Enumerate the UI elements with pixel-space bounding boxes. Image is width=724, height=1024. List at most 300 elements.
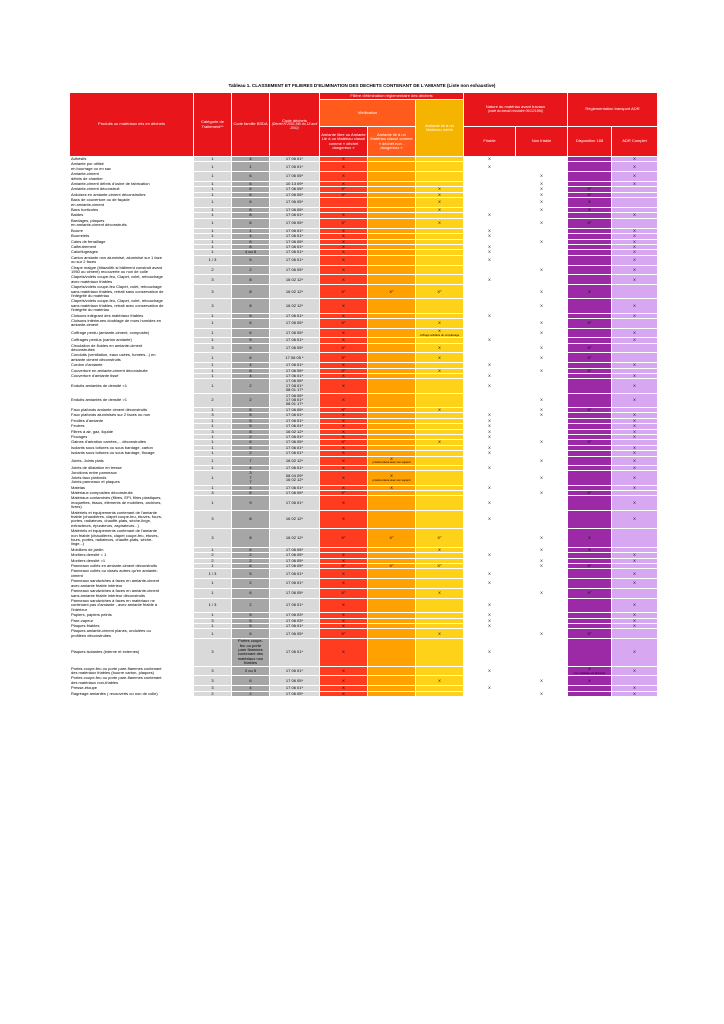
vitrification-cell (368, 198, 416, 208)
product-cell-text: Baides (71, 212, 84, 218)
family-cell-text: 5 (249, 337, 252, 343)
dangerous-cell-text: X° (341, 288, 346, 294)
category-cell (194, 379, 232, 393)
category-cell-text: 1 (211, 630, 214, 636)
code-cell-text: 17 06 01* (285, 623, 304, 628)
adr-complet-cell (612, 285, 658, 299)
table-row (70, 629, 658, 639)
family-cell-text: 6 (249, 439, 252, 445)
dangerous-cell (320, 379, 368, 393)
disposition-168-cell (568, 393, 612, 407)
category-cell-text: 1 (211, 362, 214, 368)
disposition-168-cell-text: X° (587, 439, 592, 445)
dangerous-cell (320, 328, 368, 337)
header-nature-label: Nature du matériau avant travaux (485, 104, 546, 110)
dangerous-cell-text: X (342, 580, 345, 586)
dangerous-cell (320, 691, 368, 696)
category-cell (194, 393, 232, 407)
code-cell (270, 569, 320, 579)
table-row (70, 162, 658, 172)
code-cell (270, 353, 320, 363)
dangerous-cell-text: X (342, 329, 345, 335)
friable-cell-text: X (488, 156, 491, 161)
dangerous-cell-text: X° (341, 186, 346, 192)
dangerous-cell-text: X (342, 397, 345, 403)
non-friable-cell-text: X (540, 288, 543, 294)
category-cell-text: 1 (211, 474, 214, 480)
non-friable-cell (516, 510, 568, 529)
adr-complet-cell-text: X (633, 173, 636, 179)
non-friable-cell-text: X (540, 368, 543, 373)
friable-cell-text: X (488, 516, 491, 522)
category-cell-text: 3 (211, 429, 214, 434)
code-cell (270, 510, 320, 529)
code-cell (270, 691, 320, 696)
family-cell-text: 1 (249, 228, 252, 233)
category-cell (194, 265, 232, 275)
dangerous-cell-text: X (342, 266, 345, 272)
category-cell-text: 2 (211, 558, 214, 563)
vitrification-cell (368, 255, 416, 265)
product-cell (70, 471, 194, 485)
code-cell-text: 16 02 12* (285, 276, 304, 282)
family-cell (232, 510, 270, 529)
table-body (70, 157, 658, 697)
friable-cell-text: X (488, 602, 491, 608)
family-cell-text: 8 (249, 244, 252, 249)
non-friable-cell (516, 471, 568, 485)
non-friable-cell-text: X (540, 630, 543, 636)
adr-complet-cell (612, 510, 658, 529)
vitrification-cell (368, 666, 416, 676)
family-cell-text: 5 (249, 423, 252, 429)
dangerous-cell-text: X (342, 337, 345, 343)
product-cell-text: Matériels et équipements contenant de l'amiante non friable (chaudières, clapet coupe-feu, étuves, fours, portes, radiateurs, chauffe-plats, sèche- linge...) (71, 528, 159, 547)
adr-complet-cell (612, 639, 658, 666)
category-cell-text: 1 (211, 373, 214, 379)
disposition-168-cell (568, 265, 612, 275)
disposition-168-cell (568, 579, 612, 589)
dangerous-cell-text: X (342, 173, 345, 179)
category-cell-text: 1 (211, 337, 214, 343)
vitrification-cell (368, 275, 416, 285)
dangerous-cell-text: X (342, 450, 345, 456)
friable-cell-text: X (488, 685, 491, 691)
product-cell-text: Calfeutrement (71, 244, 97, 249)
table-row (70, 379, 658, 393)
inert-cell (416, 529, 464, 548)
inert-cell-text: X (438, 344, 441, 350)
category-cell-text: 2 (211, 552, 214, 558)
category-cell-text: 1 (211, 329, 214, 335)
product-cell-text: Gaines d'aération carrées,... déconstruites (71, 439, 147, 445)
product-cell (70, 255, 194, 265)
category-cell (194, 510, 232, 529)
friable-cell-text: X (488, 276, 491, 282)
dangerous-cell-text: X (342, 677, 345, 683)
non-friable-cell-text: X (540, 344, 543, 350)
code-cell-text: 17 06 01* (285, 228, 304, 233)
non-friable-cell (516, 328, 568, 337)
friable-cell-text: X (488, 228, 491, 233)
inert-cell-text: X° (437, 534, 442, 540)
product-cell-text: Enduits amiantés de densité <1 (71, 382, 127, 388)
product-cell (70, 343, 194, 353)
inert-cell (416, 343, 464, 353)
code-cell (270, 666, 320, 676)
friable-cell-text: X (488, 337, 491, 343)
adr-complet-cell (612, 265, 658, 275)
dangerous-cell (320, 353, 368, 363)
non-friable-cell-text: X (540, 192, 543, 197)
dangerous-cell-text: X (342, 382, 345, 388)
code-cell-text: 17 06 01* (285, 667, 304, 673)
code-cell-text: 08 04 09* 16 02 12* (285, 472, 304, 482)
header-dangereux: Amiante libre ou Amiante Lié à un Matériau classé comme « déchet dangereux » (320, 127, 368, 157)
adr-complet-cell (612, 666, 658, 676)
dangerous-cell (320, 639, 368, 666)
disposition-168-cell (568, 456, 612, 465)
non-friable-cell (516, 569, 568, 579)
category-cell (194, 198, 232, 208)
product-cell (70, 510, 194, 529)
code-cell-text: 10 13 09* (285, 181, 304, 187)
family-cell (232, 639, 270, 666)
product-cell (70, 529, 194, 548)
vitrification-cell (368, 569, 416, 579)
friable-cell-text: X (488, 434, 491, 439)
category-cell-text: 1 (211, 207, 214, 213)
code-cell-text: 17 06 05* (285, 320, 304, 326)
family-cell-text: 5 (249, 412, 252, 418)
code-cell-text: 17 06 01* (285, 412, 304, 418)
header-nature (464, 93, 568, 127)
product-cell-text: Faux plafonds amiante ciment déconstruits (71, 407, 148, 412)
category-cell (194, 666, 232, 676)
inert-cell (416, 265, 464, 275)
code-cell-text: 17 06 01* (285, 256, 304, 262)
disposition-168-cell (568, 471, 612, 485)
disposition-168-cell-text: X° (587, 368, 592, 373)
family-cell-text: 8 (249, 288, 252, 294)
product-cell-text: Enduits amiantés de densité >1 (71, 397, 127, 403)
inert-cell (416, 471, 464, 485)
product-cell-text: Coffrages perdus (carton amiante) (71, 337, 132, 343)
non-friable-cell (516, 255, 568, 265)
table-row (70, 265, 658, 275)
inert-cell-text: X (438, 439, 441, 445)
product-cell (70, 666, 194, 676)
table-row (70, 589, 658, 599)
adr-complet-cell (612, 569, 658, 579)
table-row (70, 198, 658, 208)
product-cell-text: Cales de ferraillage (71, 239, 106, 244)
code-cell (270, 255, 320, 265)
family-cell-text: 8 (249, 429, 252, 434)
category-cell-text: 3 (211, 677, 214, 683)
family-cell (232, 629, 270, 639)
friable-cell-text: X (488, 256, 491, 262)
category-cell (194, 456, 232, 465)
product-cell-text: Circulation de fluides en amiante-ciment déconstruites (71, 343, 143, 353)
non-friable-cell (516, 218, 568, 228)
code-cell-text: 17 06 01* (285, 450, 304, 456)
non-friable-cell-text: X (540, 457, 543, 463)
adr-complet-cell (612, 343, 658, 353)
disposition-168-cell-text: X° (587, 563, 592, 569)
dangerous-cell (320, 579, 368, 589)
code-cell-text: 17 06 05* (285, 266, 304, 272)
category-cell-text: 1 (211, 228, 214, 233)
category-cell (194, 218, 232, 228)
friable-cell (464, 666, 516, 676)
code-cell (270, 393, 320, 407)
family-cell-text: 4 (249, 465, 252, 470)
disposition-168-cell-text: X° (587, 186, 592, 192)
vitrification-cell (368, 393, 416, 407)
product-cell-text: Panneaux sandwiches à faces en amiante-ciment sans amiante friable intérieur déconstruits (71, 588, 160, 598)
table-row (70, 598, 658, 612)
code-cell-text: 17 06 03* (285, 612, 304, 618)
friable-cell (464, 218, 516, 228)
code-cell-text: 17 06 01* (285, 418, 304, 423)
friable-cell (464, 275, 516, 285)
friable-cell-text: X (488, 450, 491, 456)
product-cell-text: Bacs de couverture ou de façade en amiante-ciment (71, 197, 130, 207)
product-cell (70, 569, 194, 579)
vitrification-cell (368, 510, 416, 529)
adr-complet-cell-text: X (633, 445, 636, 450)
adr-complet-cell-text: X (633, 552, 636, 558)
code-cell-text: 17 06 05* 17 08 01* 08 01 17* (285, 378, 304, 393)
disposition-168-cell (568, 198, 612, 208)
adr-complet-cell-text: X (633, 465, 636, 470)
dangerous-cell-text: X° (341, 439, 346, 445)
adr-complet-cell-text: X (633, 457, 636, 463)
inert-cell-text: X (438, 630, 441, 636)
category-cell (194, 471, 232, 485)
non-friable-cell (516, 589, 568, 599)
disposition-168-cell-text: X (588, 547, 591, 552)
product-cell (70, 172, 194, 182)
header-non-dangereux: Amiante lié à un Matériau classé comme « déchet non - dangereux » (368, 127, 416, 157)
friable-cell (464, 529, 516, 548)
product-cell-text: Portes coupe-feu ou porte pare-flammes contenant des matériaux non-friables (71, 675, 162, 685)
product-cell (70, 691, 194, 696)
code-cell (270, 456, 320, 465)
non-friable-cell (516, 598, 568, 612)
non-friable-cell (516, 379, 568, 393)
dangerous-cell-text: X (342, 276, 345, 282)
category-cell-text: 1 (211, 590, 214, 596)
family-cell-text: 2 (249, 266, 252, 272)
product-cell-text: Clapets/volets coupe-feu, Clapet, volet, rebouchage avec matériaux friables (71, 274, 163, 284)
inert-cell (416, 319, 464, 329)
family-cell (232, 218, 270, 228)
product-cell-text: Matériaux composites déconstruits (71, 490, 133, 495)
product-cell-text: Flocages (71, 434, 88, 439)
code-cell-text: 17 06 05* (285, 439, 304, 445)
non-friable-cell (516, 496, 568, 510)
product-cell-text: Conduits (ventilation, eaux usées, fumées...) en amiante ciment déconstruits (71, 352, 156, 362)
non-friable-cell-text: X (540, 320, 543, 326)
family-cell (232, 589, 270, 599)
category-cell-text: 1 (211, 485, 214, 490)
adr-complet-cell (612, 598, 658, 612)
inert-cell (416, 218, 464, 228)
disposition-168-cell-text: X° (587, 192, 592, 197)
code-cell-text: 16 02 12* (285, 534, 304, 540)
category-cell-text: 1 (211, 499, 214, 505)
code-cell (270, 319, 320, 329)
family-cell (232, 275, 270, 285)
dangerous-cell-text: X° (341, 630, 346, 636)
category-cell (194, 328, 232, 337)
adr-complet-cell-text: X (633, 667, 636, 673)
adr-complet-cell-text: X (633, 244, 636, 249)
inert-cell (416, 589, 464, 599)
friable-cell (464, 319, 516, 329)
adr-complet-cell-text: X (633, 228, 636, 233)
family-cell (232, 379, 270, 393)
product-cell-text: Cloisons intérieures doublage de murs humides en amiante-ciment (71, 318, 162, 328)
family-cell-text: 6 (249, 354, 252, 360)
product-cell-text: Portes coupe-feu ou porte pare-flammes contenant des matériaux friables (bourre carton, plaques) (71, 666, 162, 675)
dangerous-cell-text: X° (341, 220, 346, 226)
product-cell (70, 393, 194, 407)
product-cell (70, 456, 194, 465)
family-cell-text: 6 (249, 547, 252, 552)
code-cell (270, 639, 320, 666)
vitrification-cell (368, 328, 416, 337)
code-cell-text: 16 02 12* (285, 516, 304, 522)
code-cell (270, 328, 320, 337)
inert-cell-text: X° (437, 288, 442, 294)
adr-complet-cell (612, 379, 658, 393)
code-cell-text: 17 06 01* (285, 233, 304, 239)
code-cell (270, 285, 320, 299)
category-cell-text: 3 (211, 516, 214, 522)
product-cell-text: Adhésifs (71, 156, 87, 161)
code-cell-text: 17 06 01* (285, 362, 304, 368)
header-nature-note: (code du travail circulaire 06/12/1996) (487, 108, 544, 113)
adr-complet-cell-text: X (633, 266, 636, 272)
adr-complet-cell (612, 589, 658, 599)
category-cell (194, 579, 232, 589)
family-cell-text: 6 (249, 630, 252, 636)
non-friable-cell (516, 691, 568, 696)
category-cell-text: 1 (211, 423, 214, 429)
adr-complet-cell (612, 496, 658, 510)
adr-complet-cell-text: X (633, 233, 636, 239)
friable-cell (464, 353, 516, 363)
inert-cell (416, 162, 464, 172)
non-friable-cell-text: X (540, 547, 543, 552)
dangerous-cell-text: X (342, 685, 345, 691)
inert-cell-text: X (438, 547, 441, 552)
vitrification-cell-text: X° (389, 563, 394, 569)
product-cell (70, 299, 194, 313)
category-cell-text: 3 (211, 302, 214, 308)
adr-complet-cell (612, 353, 658, 363)
header-code (270, 93, 320, 157)
vitrification-cell-text: X (390, 473, 393, 479)
non-friable-cell (516, 639, 568, 666)
product-cell-text: Panneaux collés ou vissés autres qu'en amiante- ciment (71, 568, 158, 578)
non-friable-cell (516, 299, 568, 313)
disposition-168-cell (568, 379, 612, 393)
adr-complet-cell-text: X (633, 412, 636, 418)
dangerous-cell (320, 456, 368, 465)
friable-cell-text: X (488, 382, 491, 388)
product-cell (70, 676, 194, 686)
header-transport: Réglementation transport ADR (568, 93, 658, 127)
category-cell-text: 1 (211, 192, 214, 197)
adr-complet-cell-text: X (633, 623, 636, 628)
category-cell-text: 1 (211, 249, 214, 255)
non-friable-cell-text: X (540, 397, 543, 403)
friable-cell-text: X (488, 373, 491, 379)
product-cell-text: Coffrage perdu (amiante-ciment, composite) (71, 329, 150, 335)
adr-complet-cell (612, 471, 658, 485)
dangerous-cell-text: X (342, 362, 345, 368)
header-non-friable: Non friable (516, 127, 568, 157)
table-row (70, 666, 658, 676)
category-cell-text: 1 (211, 354, 214, 360)
adr-complet-cell-text: X (633, 397, 636, 403)
category-cell (194, 319, 232, 329)
family-cell-text: 7 (249, 457, 252, 463)
inert-cell (416, 285, 464, 299)
disposition-168-cell (568, 172, 612, 182)
dangerous-cell (320, 629, 368, 639)
product-cell (70, 162, 194, 172)
adr-complet-cell-text: X (633, 558, 636, 563)
disposition-168-cell-text: X (588, 534, 591, 540)
adr-complet-cell-text: X (633, 499, 636, 505)
inert-cell (416, 379, 464, 393)
code-cell-text: 17 06 05* (285, 407, 304, 412)
inert-cell-text: X (438, 199, 441, 205)
family-cell (232, 471, 270, 485)
code-cell-text: 17 06 01* (285, 156, 304, 161)
category-cell-text: 1 (211, 465, 214, 470)
adr-complet-cell-text: X (633, 276, 636, 282)
vitrification-cell-text: X (390, 485, 393, 490)
code-cell (270, 265, 320, 275)
friable-cell (464, 299, 516, 313)
family-cell-text: 2 (249, 450, 252, 456)
adr-complet-cell-text: X (633, 212, 636, 218)
code-cell-text: 17 06 01* (285, 244, 304, 249)
friable-cell-text: X (488, 499, 491, 505)
code-cell-text: 16 02 12* (285, 302, 304, 308)
disposition-168-cell-text: X° (587, 590, 592, 596)
category-cell (194, 639, 232, 666)
code-cell-text: 17 06 01* (285, 163, 304, 169)
disposition-168-cell-text: X° (587, 320, 592, 326)
vitrification-cell (368, 285, 416, 299)
dangerous-cell-text: X (342, 256, 345, 262)
category-cell (194, 162, 232, 172)
inert-cell-text: X (438, 354, 441, 360)
code-cell-text: 17 06 01* (285, 602, 304, 608)
product-cell-text: Cloisons intégrant des matériaux friables (71, 313, 144, 318)
family-cell-text: 5 (249, 618, 252, 623)
inert-cell-text: X (438, 328, 441, 334)
dangerous-cell (320, 265, 368, 275)
vitrification-cell (368, 379, 416, 393)
